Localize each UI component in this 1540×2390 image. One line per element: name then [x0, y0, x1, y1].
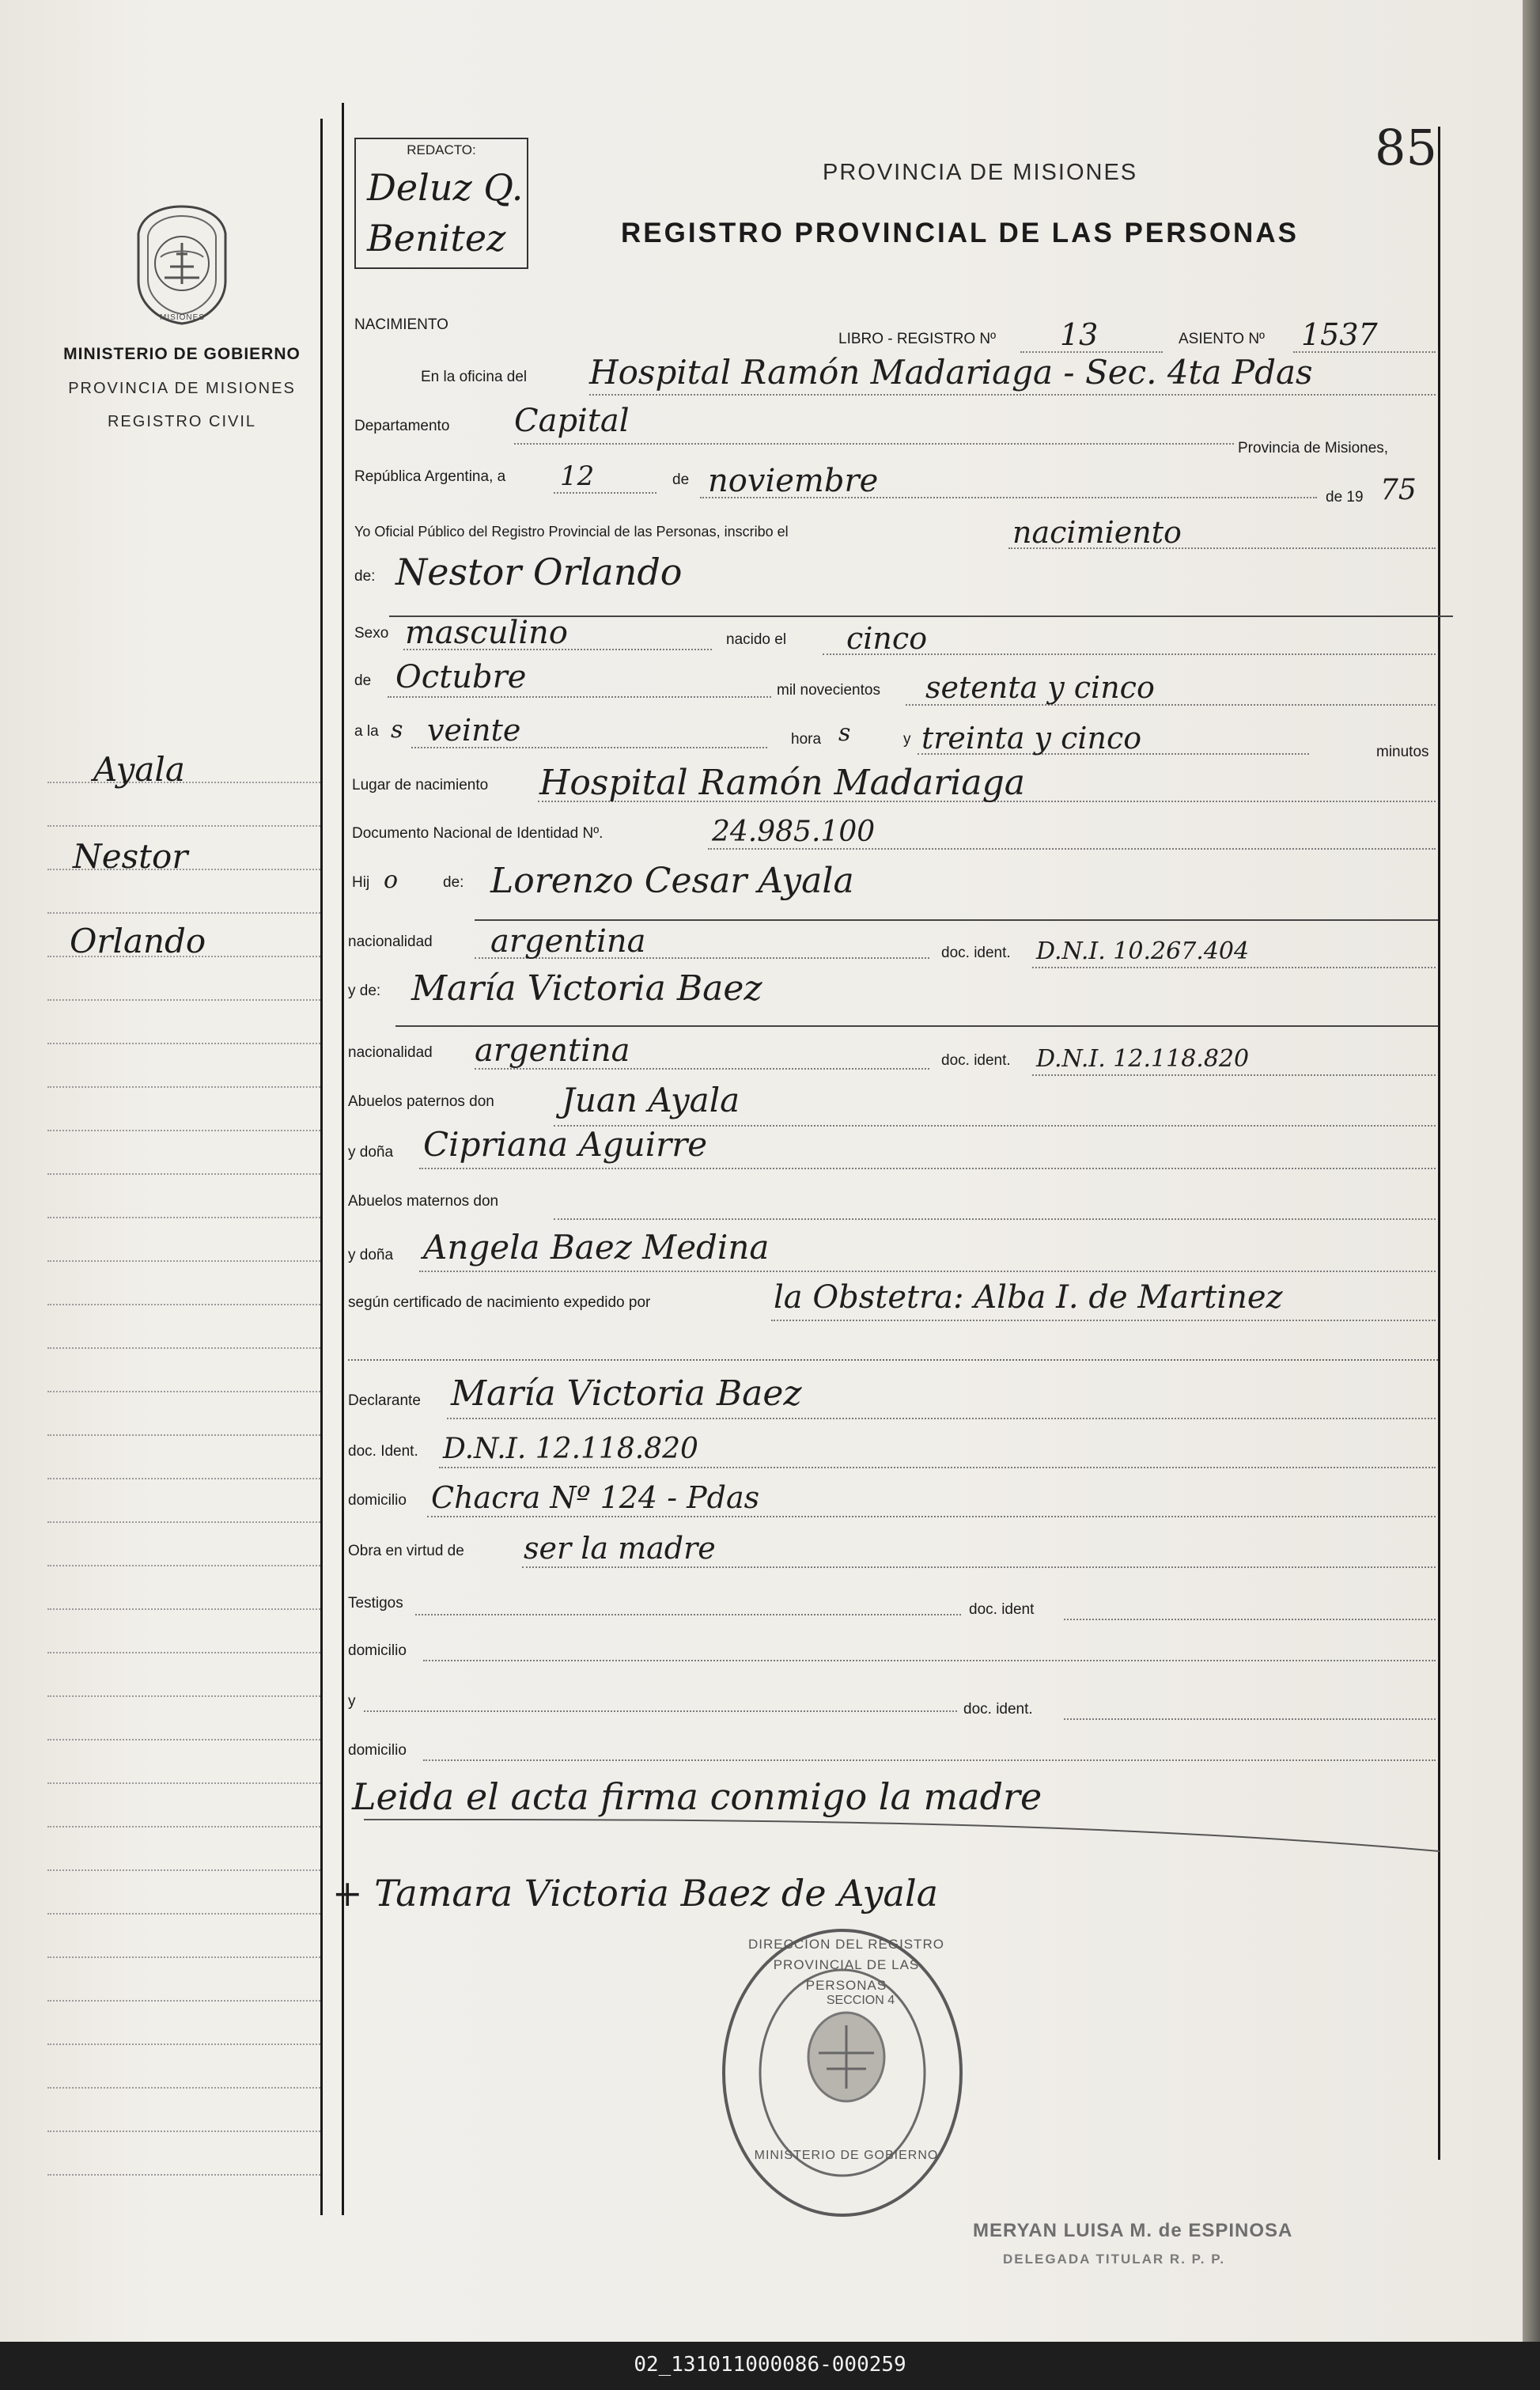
lugar-value: Hospital Ramón Madariaga — [539, 763, 1025, 803]
libro-label: LIBRO - REGISTRO Nº — [838, 331, 997, 347]
nombre-value: Nestor Orlando — [395, 551, 683, 593]
sexo-label: Sexo — [354, 625, 389, 642]
nacido-dia-value: cinco — [846, 621, 928, 656]
seal-bottom-text: MINISTERIO DE GOBIERNO — [754, 2149, 939, 2162]
asiento-label: ASIENTO Nº — [1179, 331, 1265, 347]
margin-ruled-line — [47, 999, 320, 1001]
madre-doc-value: D.N.I. 12.118.820 — [1036, 1045, 1250, 1073]
margin-surname: Ayala — [93, 750, 185, 789]
testigos-label: Testigos — [348, 1595, 403, 1612]
margin-ruled-line — [47, 1391, 320, 1392]
lugar-label: Lugar de nacimiento — [352, 777, 489, 794]
file-id-caption: 02_131011000086-000259 — [634, 2353, 906, 2377]
signature: + Tamara Victoria Baez de Ayala — [332, 1872, 939, 1915]
decl-doc-label: doc. Ident. — [348, 1443, 418, 1460]
libro-value: 13 — [1060, 317, 1099, 352]
departamento-value: Capital — [514, 403, 630, 439]
madre-nac-label: nacionalidad — [348, 1044, 433, 1061]
testigo2-domicilio-label: domicilio — [348, 1742, 407, 1759]
official-name: MERYAN LUISA M. de ESPINOSA — [973, 2220, 1293, 2241]
margin-ruled-line — [47, 1478, 320, 1479]
misiones-emblem-icon — [129, 202, 236, 328]
margin-ruled-line — [47, 2000, 320, 2002]
margin-middle-name: Orlando — [70, 922, 206, 960]
oficina-label: En la oficina del — [421, 369, 528, 385]
oficina-value: Hospital Ramón Madariaga - Sec. 4ta Pdas — [589, 353, 1313, 392]
declarante-label: Declarante — [348, 1392, 421, 1409]
nacido-anio-value: setenta y cinco — [925, 670, 1155, 705]
hora-value: veinte — [427, 713, 521, 748]
margin-ruled-line — [47, 1347, 320, 1349]
margin-ruled-line — [47, 1826, 320, 1828]
madre-nac-value: argentina — [475, 1032, 630, 1069]
y-minutos-label: y — [903, 731, 911, 748]
margin-ruled-line — [47, 1521, 320, 1523]
dni-label: Documento Nacional de Identidad Nº. — [352, 825, 604, 842]
nacido-label: nacido el — [726, 631, 787, 648]
testigo2-domicilio-underline — [423, 1759, 1436, 1761]
margin-first-name: Nestor — [73, 837, 188, 876]
domicilio-value: Chacra Nº 124 - Pdas — [431, 1480, 760, 1515]
minutos-value: treinta y cinco — [921, 721, 1142, 756]
testigo2-doc-underline — [1064, 1718, 1436, 1720]
madre-doc-underline — [1032, 1074, 1436, 1076]
ab-pat-dona-label: y doña — [348, 1144, 394, 1161]
obra-value: ser la madre — [524, 1531, 716, 1566]
margin-ruled-line — [47, 2131, 320, 2132]
testigos-doc-underline — [1064, 1619, 1436, 1620]
margin-ruled-line — [47, 2174, 320, 2176]
padre-value: Lorenzo Cesar Ayala — [490, 861, 854, 901]
padre-doc-label: doc. ident. — [941, 945, 1011, 961]
margin-ruled-line — [47, 1956, 320, 1958]
de-label: de — [672, 472, 690, 488]
header-province: PROVINCIA DE MISIONES — [823, 160, 1138, 185]
record-type-label: NACIMIENTO — [354, 316, 448, 333]
hora-suffix: s — [838, 719, 851, 747]
dia-underline — [554, 492, 656, 494]
margin-ruled-line — [47, 1304, 320, 1305]
province-label: PROVINCIA DE MISIONES — [68, 380, 296, 397]
republica-label: República Argentina, a — [354, 468, 506, 485]
declarante-value: María Victoria Baez — [451, 1373, 802, 1414]
ab-mat-dona-label: y doña — [348, 1247, 394, 1263]
official-role: DELEGADA TITULAR R. P. P. — [1003, 2252, 1226, 2267]
testigo1-domicilio-label: domicilio — [348, 1642, 407, 1659]
madre-doc-label: doc. ident. — [941, 1052, 1011, 1069]
domicilio-underline — [427, 1516, 1436, 1517]
margin-ruled-line — [47, 1565, 320, 1566]
testigo2-y-label: y — [348, 1693, 356, 1710]
mes-value: noviembre — [708, 463, 879, 499]
ab-mat-dona-underline — [419, 1271, 1436, 1272]
oficial-label: Yo Oficial Público del Registro Provincial de las Personas, inscribo el — [354, 524, 789, 540]
registry-label: REGISTRO CIVIL — [107, 413, 257, 430]
asiento-value: 1537 — [1301, 317, 1378, 352]
nombre-de-label: de: — [354, 568, 376, 585]
inscribo-value: nacimiento — [1012, 515, 1182, 550]
obra-underline — [522, 1566, 1436, 1568]
year-prefix-label: de 19 — [1326, 489, 1364, 506]
margin-ruled-line — [47, 1652, 320, 1653]
nacido-de-label: de — [354, 672, 372, 689]
header-title: REGISTRO PROVINCIAL DE LAS PERSONAS — [621, 218, 1299, 248]
ab-pat-label: Abuelos paternos don — [348, 1093, 494, 1110]
domicilio-label: domicilio — [348, 1492, 407, 1509]
a-las-suffix: s — [391, 716, 403, 744]
decl-doc-underline — [439, 1467, 1436, 1468]
margin-ruled-line — [47, 2043, 320, 2045]
mil-label: mil novecientos — [777, 682, 880, 699]
seal-outer-text: DIRECCION DEL REGISTRO PROVINCIAL DE LAS PERSONAS — [747, 1937, 945, 1993]
margin-ruled-line — [47, 1695, 320, 1697]
padre-nac-value: argentina — [490, 923, 646, 960]
margin-ruled-line — [47, 1130, 320, 1131]
margin-ruled-line — [47, 1173, 320, 1175]
redacto-box — [354, 138, 528, 269]
ab-pat-dona-value: Cipriana Aguirre — [423, 1125, 708, 1164]
testigos-underline — [415, 1614, 961, 1615]
declarante-underline — [447, 1418, 1436, 1419]
dni-underline — [708, 848, 1436, 850]
ab-mat-label: Abuelos maternos don — [348, 1193, 499, 1210]
padre-doc-underline — [1032, 967, 1436, 968]
margin-ruled-line — [47, 912, 320, 914]
departamento-label: Departamento — [354, 418, 450, 434]
dni-value: 24.985.100 — [712, 816, 876, 848]
hora-label: hora — [791, 731, 822, 748]
y-de-label: y de: — [348, 983, 381, 999]
margin-ruled-line — [47, 1217, 320, 1218]
margin-ruled-line — [47, 1043, 320, 1044]
nacido-mes-value: Octubre — [395, 659, 527, 695]
margin-ruled-line — [47, 2087, 320, 2089]
a-las-label: a la — [354, 723, 379, 740]
departamento-underline — [514, 443, 1234, 445]
certificado-underline — [771, 1320, 1436, 1321]
hijo-suffix: o — [384, 866, 399, 894]
madre-value: María Victoria Baez — [411, 968, 762, 1009]
margin-ruled-line — [47, 1434, 320, 1436]
redacto-line1: Deluz Q. — [367, 166, 524, 209]
margin-ruled-line — [47, 1086, 320, 1088]
year-value: 75 — [1380, 474, 1417, 506]
obra-label: Obra en virtud de — [348, 1543, 464, 1559]
margin-ruled-line — [47, 1913, 320, 1915]
certificado-value: la Obstetra: Alba I. de Martinez — [774, 1279, 1283, 1316]
page-number: 85 — [1375, 119, 1437, 176]
ab-mat-underline — [554, 1218, 1436, 1220]
ab-pat-dona-underline — [419, 1168, 1436, 1169]
testigos-doc-label: doc. ident — [969, 1601, 1035, 1618]
padre-nac-label: nacionalidad — [348, 934, 433, 950]
provincia-label: Provincia de Misiones, — [1238, 440, 1389, 456]
emblem-label: MISIONES — [160, 313, 205, 322]
certificado-continuation-line — [348, 1359, 1438, 1361]
testigo2-doc-label: doc. ident. — [963, 1701, 1033, 1718]
margin-ruled-line — [47, 1739, 320, 1740]
ab-mat-dona-value: Angela Baez Medina — [423, 1228, 770, 1267]
ab-pat-value: Juan Ayala — [562, 1081, 740, 1119]
padre-underline — [475, 919, 1438, 921]
page-edge — [1523, 0, 1540, 2342]
margin-ruled-line — [47, 1869, 320, 1871]
testigo2-underline — [364, 1710, 957, 1712]
margin-ruled-line — [47, 1260, 320, 1262]
dia-value: 12 — [560, 460, 595, 492]
margin-ruled-line — [47, 825, 320, 827]
ministry-label: MINISTERIO DE GOBIERNO — [63, 345, 301, 363]
decl-doc-value: D.N.I. 12.118.820 — [443, 1433, 698, 1465]
testigo1-domicilio-underline — [423, 1660, 1436, 1661]
redacto-line2: Benitez — [367, 217, 506, 259]
madre-underline — [395, 1025, 1438, 1027]
nacido-mes-underline — [388, 696, 771, 698]
hijo-de-label: de: — [443, 874, 464, 891]
left-divider-line — [320, 119, 323, 2215]
margin-ruled-line — [47, 1608, 320, 1610]
closing-note: Leida el acta firma conmigo la madre — [352, 1775, 1042, 1818]
margin-ruled-line — [47, 1782, 320, 1784]
oficina-underline — [589, 394, 1436, 396]
redacto-label: REDACTO: — [407, 142, 476, 157]
hijo-label: Hij — [352, 874, 370, 891]
certificado-label: según certificado de nacimiento expedido por — [348, 1294, 651, 1311]
sexo-value: masculino — [405, 615, 568, 651]
padre-doc-value: D.N.I. 10.267.404 — [1036, 937, 1250, 965]
minutos-label: minutos — [1376, 744, 1429, 760]
seal-inner-text: SECCION 4 — [826, 1994, 895, 2007]
